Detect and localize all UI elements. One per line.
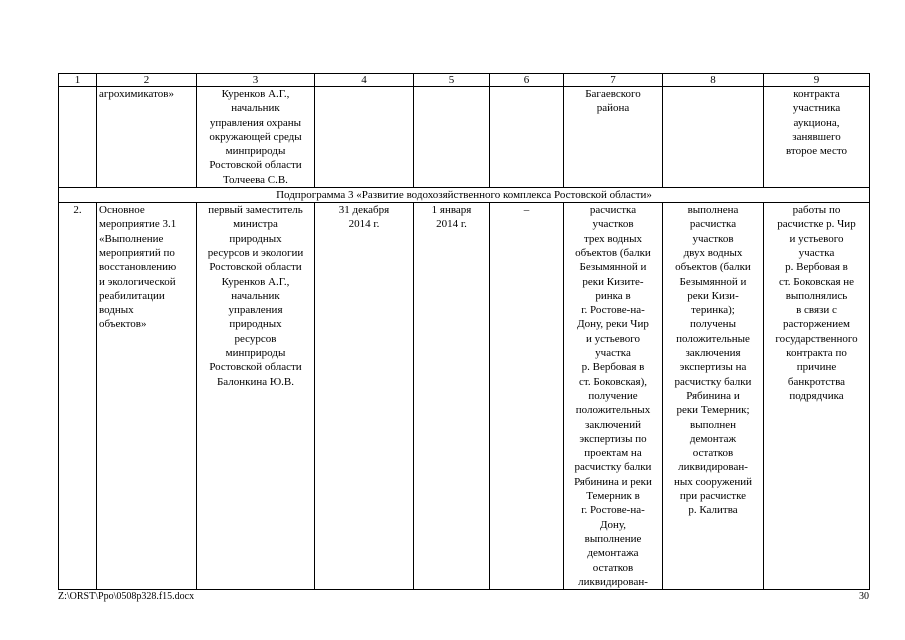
cell-number: 2. <box>59 203 97 590</box>
table-row-previous <box>59 87 870 188</box>
column-number: 6 <box>490 74 564 87</box>
cell-planned-date: 31 декабря 2014 г. <box>315 203 414 590</box>
cell-start-date <box>414 87 490 188</box>
column-number: 1 <box>59 74 97 87</box>
column-number: 3 <box>197 74 315 87</box>
page-number: 30 <box>859 591 869 602</box>
column-number-row <box>59 74 870 87</box>
cell-planned-result: Багаевского района <box>564 87 663 188</box>
cell-problems: работы по расчистке р. Чир и устьевого участка р. Вербовая в ст. Боковская не выполнялись в связи с расторжением государственного контракта по причине банкротства подрядчика <box>764 203 870 590</box>
column-number: 9 <box>764 74 870 87</box>
subprogram-row <box>59 188 870 203</box>
report-table <box>58 73 870 590</box>
cell-end-date <box>490 87 564 188</box>
cell-number <box>59 87 97 188</box>
cell-actual-result <box>663 87 764 188</box>
cell-planned-result: расчистка участков трех водных объектов (балки Безымянной и реки Кизите- ринка в г. Ростове-на- Дону, реки Чир и устьевого участка р. Вербовая в ст. Боковская), получение положительных заключений экспертизы по проектам на расчистку балки Рябинина и реки Темерник в г. Ростове-на- Дону, выполнение демонтажа остатков ликвидирован- <box>564 203 663 590</box>
file-path: Z:\ORST\Ppo\0508p328.f15.docx <box>58 591 195 602</box>
cell-start-date: 1 января 2014 г. <box>414 203 490 590</box>
column-number: 7 <box>564 74 663 87</box>
cell-responsible: первый заместитель министра природных ресурсов и экологии Ростовской области Куренков А.Г., начальник управления природных ресурсов минприроды Ростовской области Балонкина Ю.В. <box>197 203 315 590</box>
cell-measure: Основное мероприятие 3.1 «Выполнение мероприятий по восстановлению и экологической реабилитации водных объектов» <box>97 203 197 590</box>
cell-actual-result: выполнена расчистка участков двух водных объектов (балки Безымянной и реки Кизи- теринка); получены положительные заключения экспертизы на расчистку балки Рябинина и реки Темерник; выполнен демонтаж остатков ликвидирован- ных сооружений при расчистке р. Калитва <box>663 203 764 590</box>
cell-responsible: Куренков А.Г., начальник управления охраны окружающей среды минприроды Ростовской области Толчеева С.В. <box>197 87 315 188</box>
column-number: 5 <box>414 74 490 87</box>
column-number: 2 <box>97 74 197 87</box>
column-number: 4 <box>315 74 414 87</box>
subprogram-title: Подпрограмма 3 «Развитие водохозяйственного комплекса Ростовской области» <box>59 188 870 203</box>
cell-measure: агрохимикатов» <box>97 87 197 188</box>
cell-problems: контракта участника аукциона, занявшего второе место <box>764 87 870 188</box>
column-number: 8 <box>663 74 764 87</box>
table-row-main <box>59 203 870 590</box>
cell-planned-date <box>315 87 414 188</box>
cell-end-date: – <box>490 203 564 590</box>
